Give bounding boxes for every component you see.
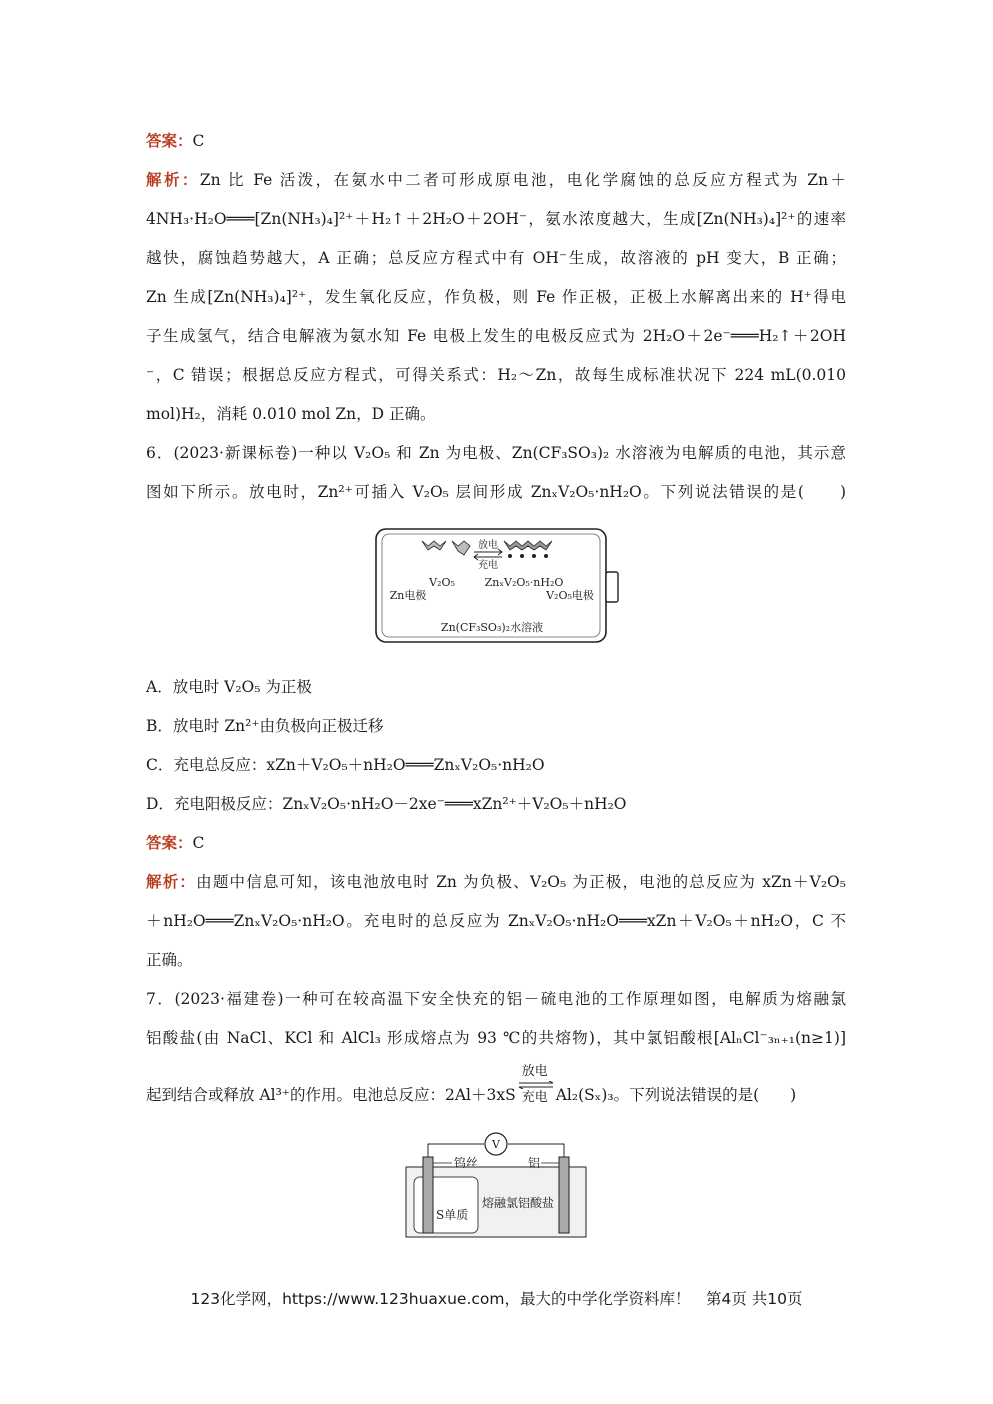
q7-stem-post: Al₂(Sₓ)₃。下列说法错误的是( )	[555, 1086, 797, 1104]
al-s-battery-diagram	[404, 1127, 588, 1239]
tungsten-label: 钨丝	[454, 1156, 479, 1170]
v2o5-label: V₂O₅	[429, 576, 455, 589]
reversible-arrow	[516, 1064, 556, 1107]
electrolyte-label: Zn(CF₃SO₃)₂水溶液	[440, 621, 544, 634]
arrow-bottom-label: 充电	[521, 1090, 548, 1105]
molten-salt-label: 熔融氯铝酸盐	[482, 1196, 555, 1210]
option-c: C．充电总反应：xZn＋V₂O₅＋nH₂O═══ZnₓV₂O₅·nH₂O	[146, 756, 545, 774]
option-b: B．放电时 Zn²⁺由负极向正极迁移	[146, 717, 384, 735]
q7-stem-line-2: 铝酸盐(由 NaCl、KCl 和 AlCl₃ 形成熔点为 93 ℃的共熔物)，其中氯铝酸根[AlₙCl⁻₃ₙ₊₁(n≥1)]	[146, 1029, 846, 1047]
v2o5-electrode-label: V₂O₅电极	[546, 589, 594, 602]
battery-diagram	[374, 527, 624, 645]
option-a: A．放电时 V₂O₅ 为正极	[146, 678, 312, 696]
q7-stem-pre: 起到结合或释放 Al³⁺的作用。电池总反应：2Al＋3xS	[146, 1086, 516, 1104]
q5-analysis-line-7: mol)H₂，消耗 0.010 mol Zn，D 正确。	[146, 405, 436, 423]
aluminum-electrode	[559, 1157, 569, 1233]
answer-value: C	[192, 834, 205, 852]
q6-analysis-line-1	[146, 871, 846, 893]
q6-analysis-line-2: ＋nH₂O═══ZnₓV₂O₅·nH₂O。充电时的总反应为 ZnₓV₂O₅·nH₂O═══xZn＋V₂O₅＋nH₂O，C 不	[146, 912, 846, 930]
q7-stem-line-3	[146, 1064, 846, 1107]
analysis-label: 解析：	[146, 872, 197, 891]
zn-electrode-label: Zn电极	[389, 589, 427, 602]
arrow-top-label: 放电	[521, 1064, 548, 1079]
q6-answer-line	[146, 832, 846, 854]
discharge-label: 放电	[478, 540, 498, 551]
answer-label: 答案：	[146, 833, 193, 852]
tungsten-electrode	[423, 1157, 433, 1233]
q5-analysis-line-1	[146, 169, 846, 191]
q7-stem-line-1: 7．(2023·福建卷)一种可在较高温下安全快充的铝－硫电池的工作原理如图，电解质为熔融氯	[146, 990, 846, 1008]
product-label: ZnₓV₂O₅·nH₂O	[484, 576, 564, 589]
analysis-text: 由题中信息可知，该电池放电时 Zn 为负极、V₂O₅ 为正极，电池的总反应为 xZn＋V₂O₅	[196, 873, 846, 891]
page-footer: 123化学网，https://www.123huaxue.com，最大的中学化学资料库！ 第4页 共10页	[190, 1290, 803, 1308]
q6-stem-line-1: 6．(2023·新课标卷)一种以 V₂O₅ 和 Zn 为电极、Zn(CF₃SO₃)₂ 水溶液为电解质的电池，其示意	[146, 444, 846, 462]
battery-terminal	[606, 572, 618, 602]
q5-analysis-line-2: 4NH₃·H₂O═══[Zn(NH₃)₄]²⁺＋H₂↑＋2H₂O＋2OH⁻，氨水浓度越大，生成[Zn(NH₃)₄]²⁺的速率	[146, 210, 846, 228]
q6-analysis-line-3: 正确。	[146, 951, 193, 969]
q5-analysis-line-3: 越快，腐蚀趋势越大，A 正确；总反应方程式中有 OH⁻生成，故溶液的 pH 变大，B 正确；	[146, 249, 846, 267]
q5-analysis-line-5: 子生成氢气，结合电解液为氨水知 Fe 电极上发生的电极反应式为 2H₂O＋2e⁻═══H₂↑＋2OH	[146, 327, 846, 345]
answer-value: C	[192, 132, 205, 150]
q6-stem-line-2: 图如下所示。放电时，Zn²⁺可插入 V₂O₅ 层间形成 ZnₓV₂O₅·nH₂O。下列说法错误的是( )	[146, 483, 846, 501]
voltmeter-label: V	[492, 1138, 500, 1151]
q5-analysis-line-6: ⁻，C 错误；根据总反应方程式，可得关系式：H₂～Zn，故每生成标准状况下 224 mL(0.010	[146, 366, 846, 384]
aluminum-label: 铝	[528, 1156, 541, 1170]
charge-label: 充电	[478, 560, 498, 571]
answer-label: 答案：	[146, 131, 193, 150]
q5-answer-line	[146, 130, 846, 152]
sulfur-label: S单质	[436, 1208, 469, 1222]
analysis-label: 解析：	[146, 170, 200, 189]
q5-analysis-line-4: Zn 生成[Zn(NH₃)₄]²⁺，发生氧化反应，作负极，则 Fe 作正极，正极上水解离出来的 H⁺得电	[146, 288, 846, 306]
option-d: D．充电阳极反应：ZnₓV₂O₅·nH₂O－2xe⁻═══xZn²⁺＋V₂O₅＋nH₂O	[146, 795, 627, 813]
analysis-text: Zn 比 Fe 活泼，在氨水中二者可形成原电池，电化学腐蚀的总反应方程式为 Zn＋	[199, 171, 846, 189]
